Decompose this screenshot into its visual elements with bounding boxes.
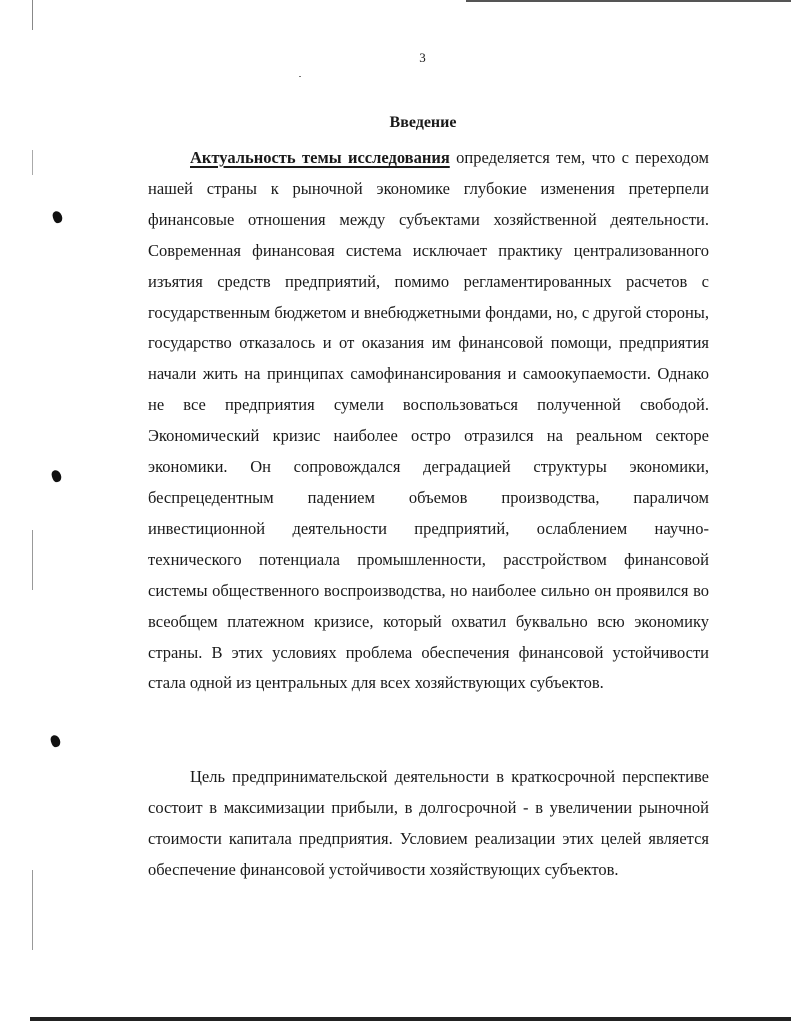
paragraph-lead-phrase: Актуальность темы исследования xyxy=(190,148,450,167)
scan-artifact-dot xyxy=(299,76,301,77)
paragraph-body: Цель предпринимательской деятельности в краткосрочной перспективе состоит в максимизации прибыли, в долгосрочной - в увеличении рыночной стоимости капитала предприятия. Условием реализации этих целей является обеспечение финансовой устойчивости хозяйствующих субъектов. xyxy=(148,767,709,879)
page-number: 3 xyxy=(419,50,426,65)
scan-artifact-bottom-edge xyxy=(30,1017,791,1021)
binder-hole-mark xyxy=(50,469,63,483)
binder-hole-mark xyxy=(49,734,62,748)
paragraph-goal xyxy=(148,762,709,886)
scan-artifact-left-edge xyxy=(32,0,33,950)
scan-artifact-top-edge xyxy=(466,0,791,2)
section-heading: Введение xyxy=(389,114,457,131)
paragraph-relevance xyxy=(148,143,709,699)
binder-hole-mark xyxy=(51,210,64,224)
paragraph-body: определяется тем, что с переходом нашей страны к рыночной экономике глубокие изменения претерпели финансовые отношения между субъектами хозяйственной деятельности. Современная финансовая система исключает практику централизованного изъятия средств предприятий, помимо регламентированных расчетов с государственным бюджетом и внебюджетными фондами, но, с другой стороны, государство отказалось и от оказания им финансовой помощи, предприятия начали жить на принципах самофинансирования и самоокупаемости. Однако не все предприятия сумели воспользоваться полученной свободой. Экономический кризис наиболее остро отразился на реальном секторе экономики. Он сопровождался деградацией структуры экономики, беспрецедентным падением объемов производства, параличом инвестиционной деятельности предприятий, ослаблением научно-технического потенциала промышленности, расстройством финансовой системы общественного воспроизводства, но наиболее сильно он проявился во всеобщем платежном кризисе, который охватил буквально всю экономику страны. В этих условиях проблема обеспечения финансовой устойчивости стала одной из центральных для всех хозяйствующих субъектов. xyxy=(148,148,709,693)
